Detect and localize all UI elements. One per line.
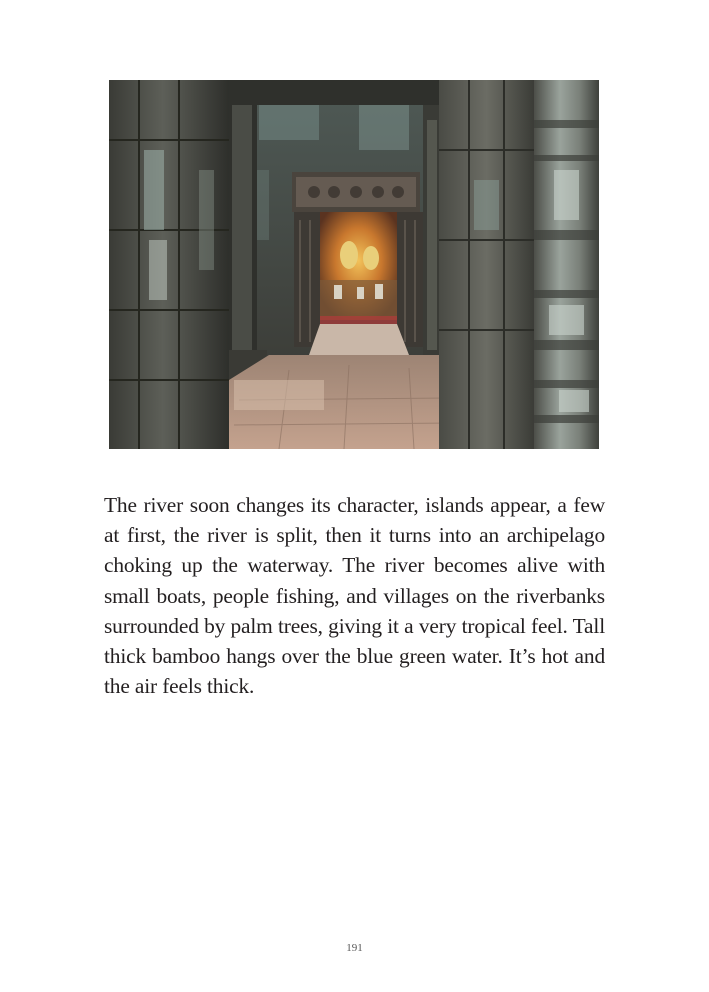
page-number: 191	[346, 942, 363, 954]
body-paragraph: The river soon changes its character, islands appear, a few at first, the river is split, then it turns into an archipelago choking up the waterway. The river becomes alive with small boats, people fishing, and villages on the riverbanks surrounded by palm trees, giving it a very tropical feel. Tall thick bamboo hangs over the blue green water. It’s hot and the air feels thick.	[104, 493, 605, 699]
temple-doorway-photo	[109, 80, 599, 449]
